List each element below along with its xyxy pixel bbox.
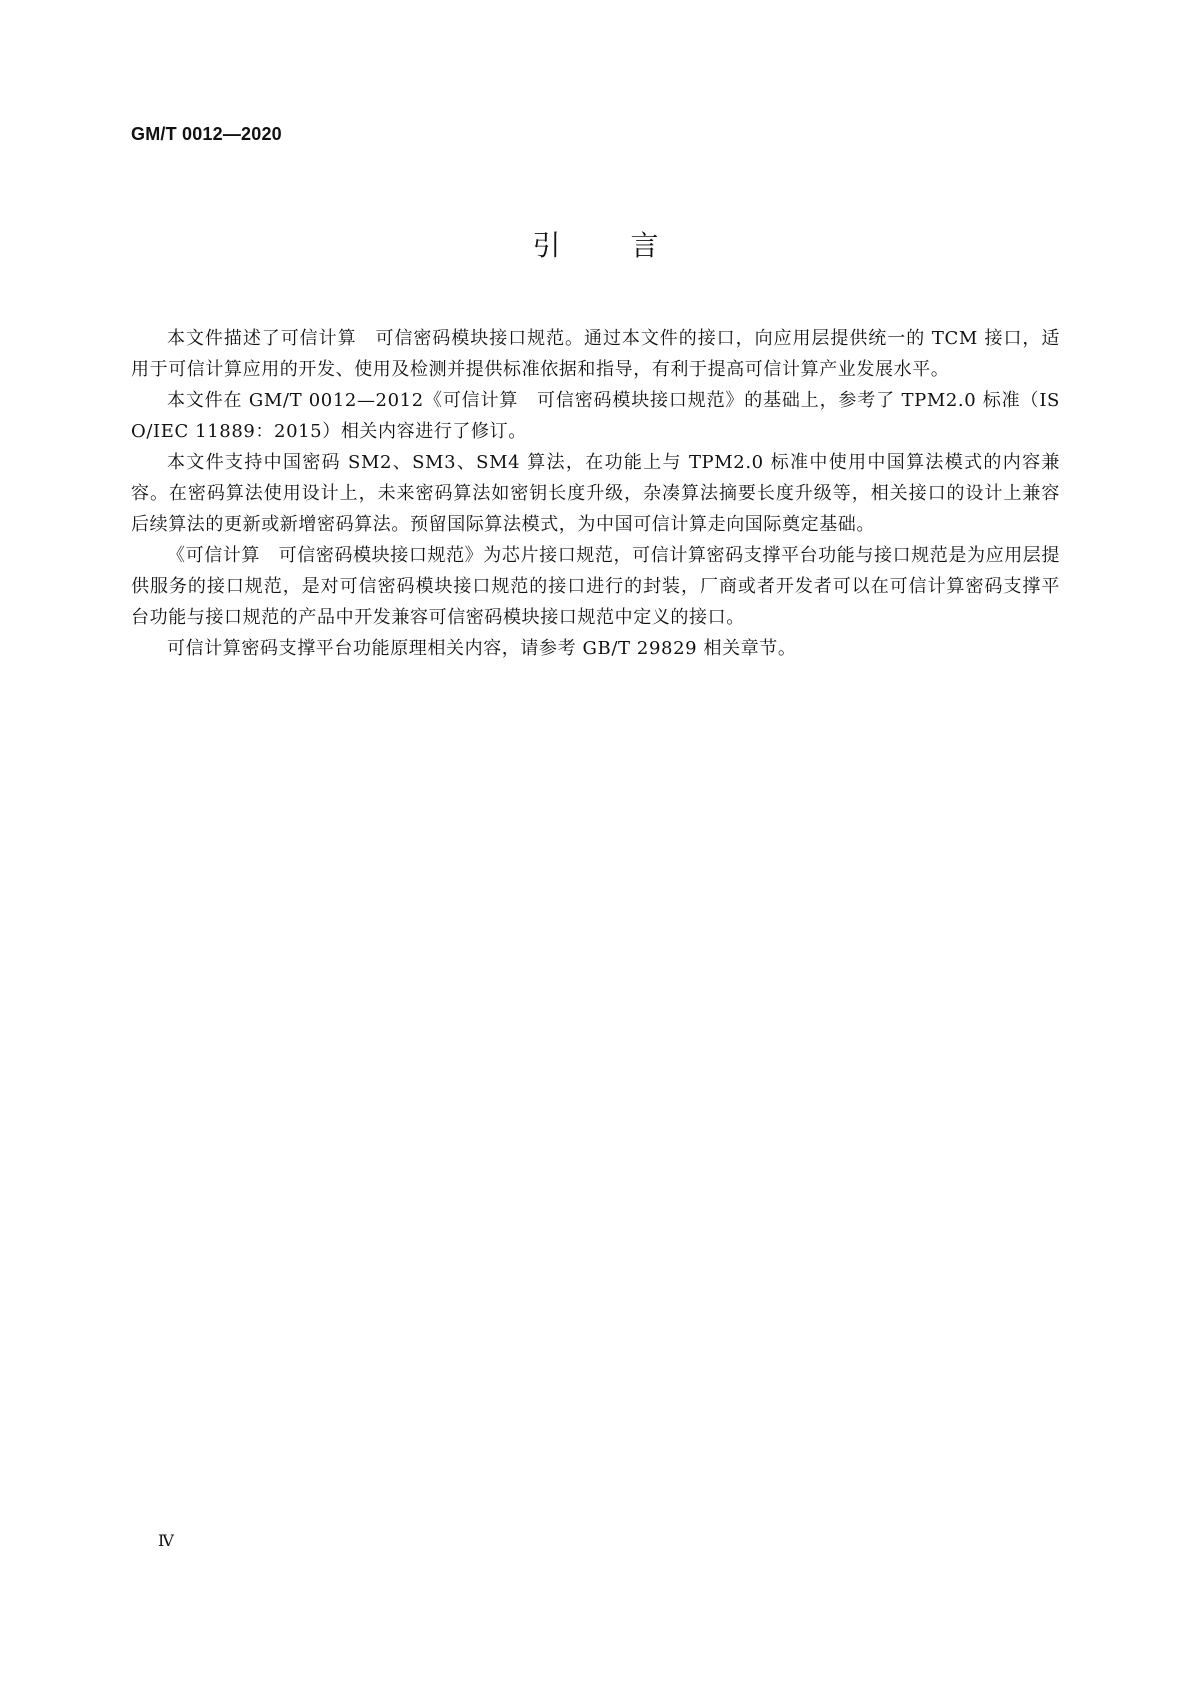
page-number: Ⅳ (158, 1531, 174, 1550)
introduction-body (131, 323, 1060, 664)
paragraph-3: 本文件支持中国密码 SM2、SM3、SM4 算法，在功能上与 TPM2.0 标准中使用中国算法模式的内容兼容。在密码算法使用设计上，未来密码算法如密钥长度升级，杂凑算法摘要长度升级等，相关接口的设计上兼容后续算法的更新或新增密码算法。预留国际算法模式，为中国可信计算走向国际奠定基础。 (131, 452, 1060, 535)
document-code: GM/T 0012—2020 (131, 124, 282, 144)
paragraph-2: 本文件在 GM/T 0012—2012《可信计算 可信密码模块接口规范》的基础上，参考了 TPM2.0 标准（ISO/IEC 11889：2015）相关内容进行了修订。 (131, 390, 1060, 442)
page-title: 引言 (532, 229, 729, 262)
paragraph-4: 《可信计算 可信密码模块接口规范》为芯片接口规范，可信计算密码支撑平台功能与接口规范是为应用层提供服务的接口规范，是对可信密码模块接口规范的接口进行的封装，厂商或者开发者可以在可信计算密码支撑平台功能与接口规范的产品中开发兼容可信密码模块接口规范中定义的接口。 (131, 545, 1060, 628)
paragraph-1: 本文件描述了可信计算 可信密码模块接口规范。通过本文件的接口，向应用层提供统一的 TCM 接口，适用于可信计算应用的开发、使用及检测并提供标准依据和指导，有利于提高可信计算产业发展水平。 (131, 328, 1060, 380)
paragraph-5: 可信计算密码支撑平台功能原理相关内容，请参考 GB/T 29829 相关章节。 (167, 638, 797, 659)
